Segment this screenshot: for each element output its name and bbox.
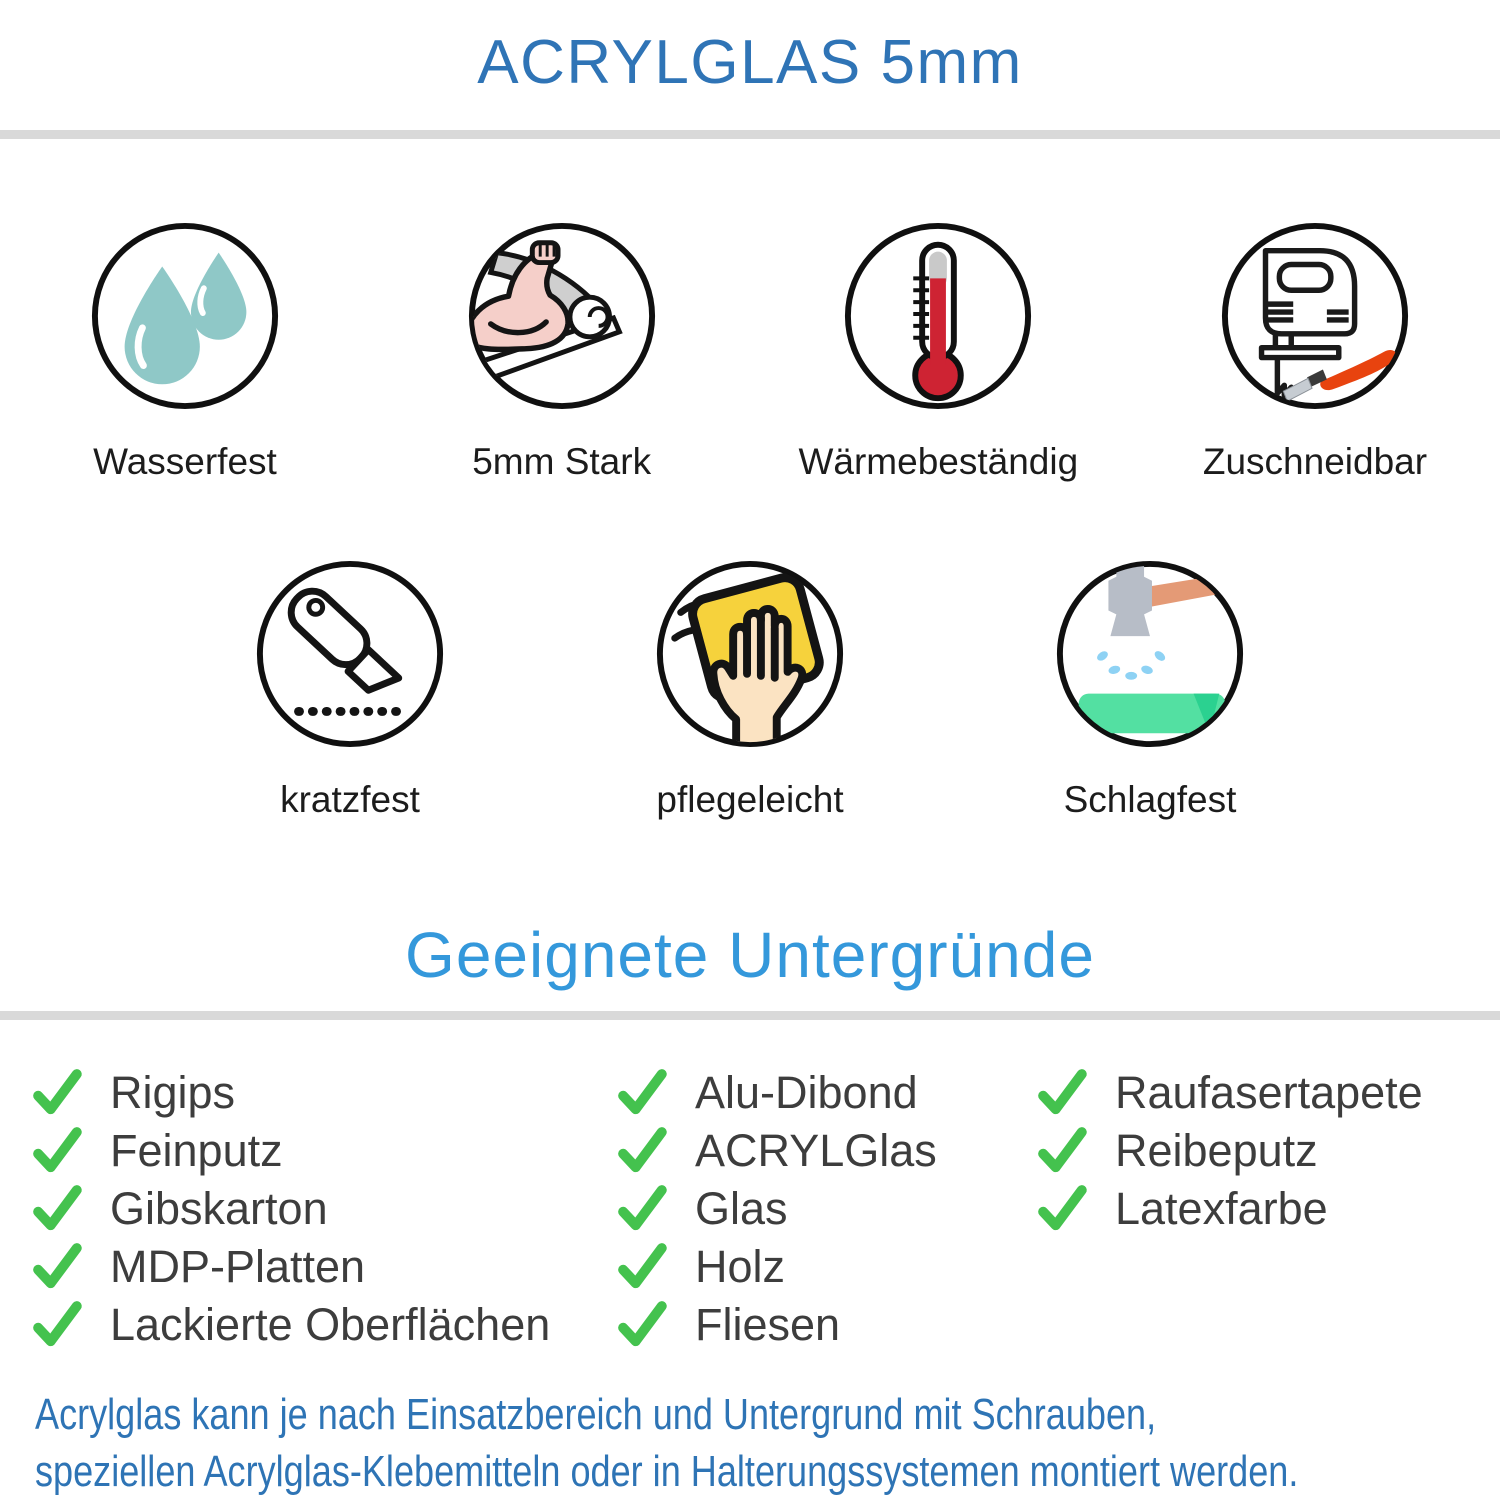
feature-schlagfest [1020, 555, 1280, 823]
substrate-label: Lackierte Oberflächen [110, 1299, 551, 1350]
page-title: ACRYLGLAS 5mm [477, 28, 1023, 97]
substrate-item [1035, 1184, 1470, 1234]
substrate-label: Holz [695, 1241, 786, 1292]
footer-note [0, 1386, 1500, 1500]
footer-line-1: Acrylglas kann je nach Einsatzbereich und Untergrund mit Schrauben, [35, 1390, 1157, 1439]
substrate-label: Fliesen [695, 1299, 841, 1350]
feature-label: pflegeleicht [656, 779, 844, 820]
substrate-label: Gibskarton [110, 1183, 328, 1234]
feature-pflegeleicht [620, 555, 880, 823]
utility-knife-icon [251, 555, 449, 753]
substrates-column-2 [615, 1068, 1035, 1358]
check-icon [1035, 1124, 1089, 1178]
check-icon [615, 1240, 669, 1294]
substrate-item [1035, 1068, 1470, 1118]
substrate-item [30, 1300, 615, 1350]
substrate-item [615, 1184, 1035, 1234]
substrate-label: Reibeputz [1115, 1125, 1318, 1176]
substrate-item [1035, 1126, 1470, 1176]
check-icon [615, 1182, 669, 1236]
substrate-item [30, 1068, 615, 1118]
check-icon [30, 1298, 84, 1352]
substrate-item [30, 1242, 615, 1292]
substrate-label: Latexfarbe [1115, 1183, 1328, 1234]
feature-kratzfest [220, 555, 480, 823]
divider-bar-top [0, 130, 1500, 139]
feature-label: Schlagfest [1063, 779, 1237, 820]
substrate-item [30, 1126, 615, 1176]
jigsaw-icon [1216, 217, 1414, 415]
substrate-label: Rigips [110, 1067, 236, 1118]
feature-waermebestaendig [798, 217, 1079, 485]
substrate-item [615, 1300, 1035, 1350]
substrates-column-3 [1035, 1068, 1470, 1358]
feature-wasserfest [55, 217, 315, 485]
substrate-item [615, 1126, 1035, 1176]
substrate-label: MDP-Platten [110, 1241, 366, 1292]
check-icon [30, 1240, 84, 1294]
substrate-item [615, 1068, 1035, 1118]
substrate-label: Feinputz [110, 1125, 283, 1176]
check-icon [30, 1124, 84, 1178]
substrate-label: Glas [695, 1183, 788, 1234]
water-drops-icon [86, 217, 284, 415]
substrate-item [615, 1242, 1035, 1292]
feature-zuschneidbar [1185, 217, 1445, 485]
feature-label: 5mm Stark [472, 441, 652, 482]
check-icon [30, 1182, 84, 1236]
check-icon [30, 1066, 84, 1120]
substrates-column-1 [30, 1068, 615, 1358]
wiping-hand-icon [651, 555, 849, 753]
substrates-list [0, 1068, 1500, 1358]
check-icon [1035, 1182, 1089, 1236]
section-title-untergruende: Geeignete Untergründe [405, 919, 1095, 991]
check-icon [615, 1298, 669, 1352]
substrate-label: Raufasertapete [1115, 1067, 1423, 1118]
footer-line-2: speziellen Acrylglas-Klebemitteln oder in Halterungssystemen montiert werden. [35, 1447, 1299, 1496]
features-row-2 [220, 555, 1280, 823]
thermometer-icon [839, 217, 1037, 415]
features-row-1 [0, 217, 1500, 485]
divider-bar-middle [0, 1011, 1500, 1020]
check-icon [1035, 1066, 1089, 1120]
check-icon [615, 1124, 669, 1178]
feature-label: Zuschneidbar [1202, 441, 1428, 482]
muscle-arm-icon [463, 217, 661, 415]
substrate-label: Alu-Dibond [695, 1067, 918, 1118]
hammer-icon [1051, 555, 1249, 753]
substrate-label: ACRYLGlas [695, 1125, 937, 1176]
check-icon [615, 1066, 669, 1120]
feature-label: Wärmebeständig [798, 441, 1079, 482]
feature-label: Wasserfest [93, 441, 277, 482]
substrate-item [30, 1184, 615, 1234]
feature-label: kratzfest [280, 779, 420, 820]
feature-5mm-stark [432, 217, 692, 485]
